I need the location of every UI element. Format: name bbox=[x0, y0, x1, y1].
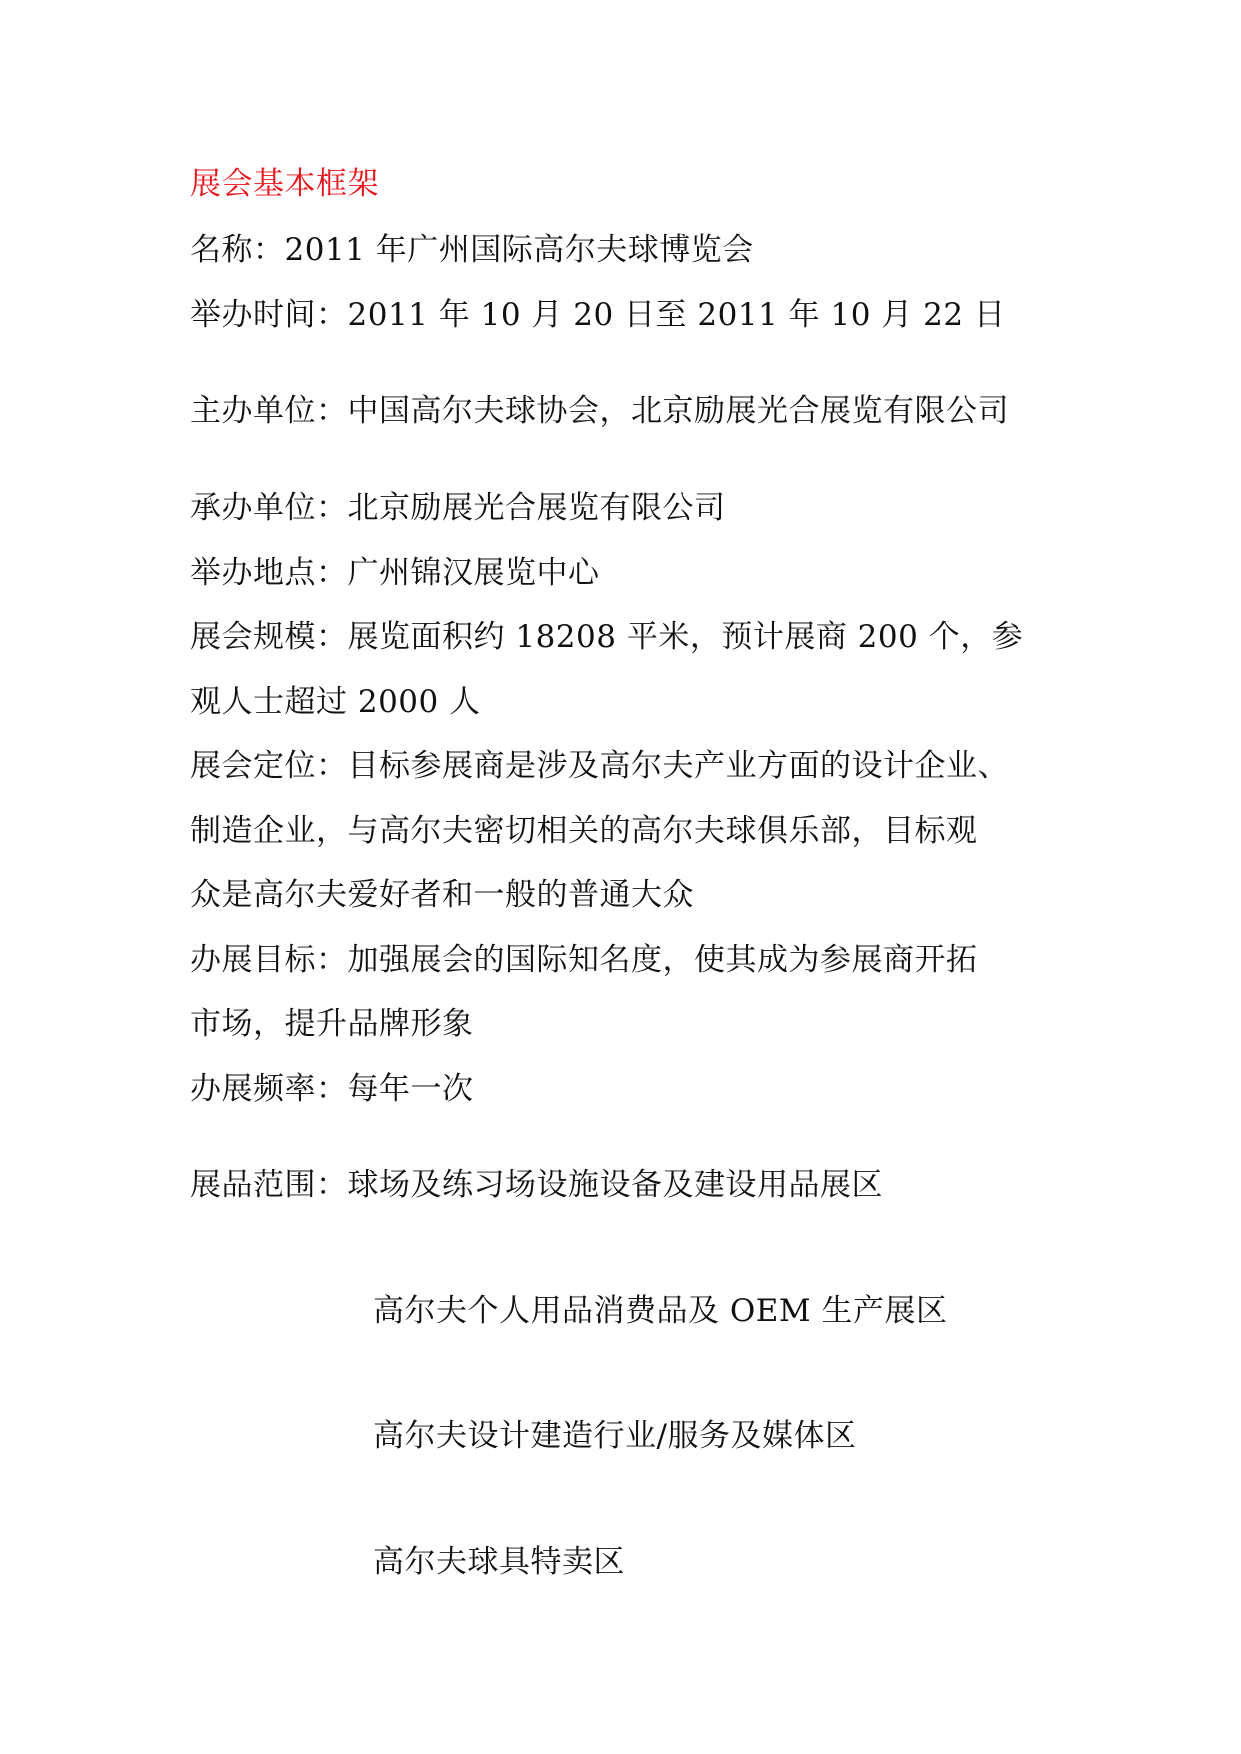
line-goal: 办展目标：加强展会的国际知名度，使其成为参展商开拓 bbox=[190, 942, 978, 978]
line-hold-time: 举办时间：2011 年 10 月 20 日至 2011 年 10 月 22 日 bbox=[190, 297, 1006, 333]
line-scale-cont: 观人士超过 2000 人 bbox=[190, 684, 481, 720]
line-venue: 举办地点：广州锦汉展览中心 bbox=[190, 555, 600, 591]
document-title: 展会基本框架 bbox=[190, 166, 379, 202]
line-positioning-cont-1: 制造企业，与高尔夫密切相关的高尔夫球俱乐部，目标观 bbox=[190, 813, 978, 849]
line-positioning: 展会定位：目标参展商是涉及高尔夫产业方面的设计企业、 bbox=[190, 748, 1009, 784]
line-positioning-cont-2: 众是高尔夫爱好者和一般的普通大众 bbox=[190, 877, 694, 913]
line-name: 名称：2011 年广州国际高尔夫球博览会 bbox=[190, 232, 754, 268]
exhibit-zone-item: 高尔夫球具特卖区 bbox=[373, 1544, 625, 1580]
line-exhibit-scope: 展品范围：球场及练习场设施设备及建设用品展区 bbox=[190, 1167, 883, 1203]
line-frequency: 办展频率：每年一次 bbox=[190, 1071, 474, 1107]
line-goal-cont: 市场，提升品牌形象 bbox=[190, 1006, 474, 1042]
exhibit-zone-item: 高尔夫个人用品消费品及 OEM 生产展区 bbox=[373, 1293, 948, 1329]
exhibit-zone-item: 高尔夫设计建造行业/服务及媒体区 bbox=[373, 1418, 857, 1454]
line-organizer: 主办单位：中国高尔夫球协会，北京励展光合展览有限公司 bbox=[190, 393, 1009, 429]
line-undertaker: 承办单位：北京励展光合展览有限公司 bbox=[190, 490, 726, 526]
line-scale: 展会规模：展览面积约 18208 平米，预计展商 200 个，参 bbox=[190, 619, 1024, 655]
